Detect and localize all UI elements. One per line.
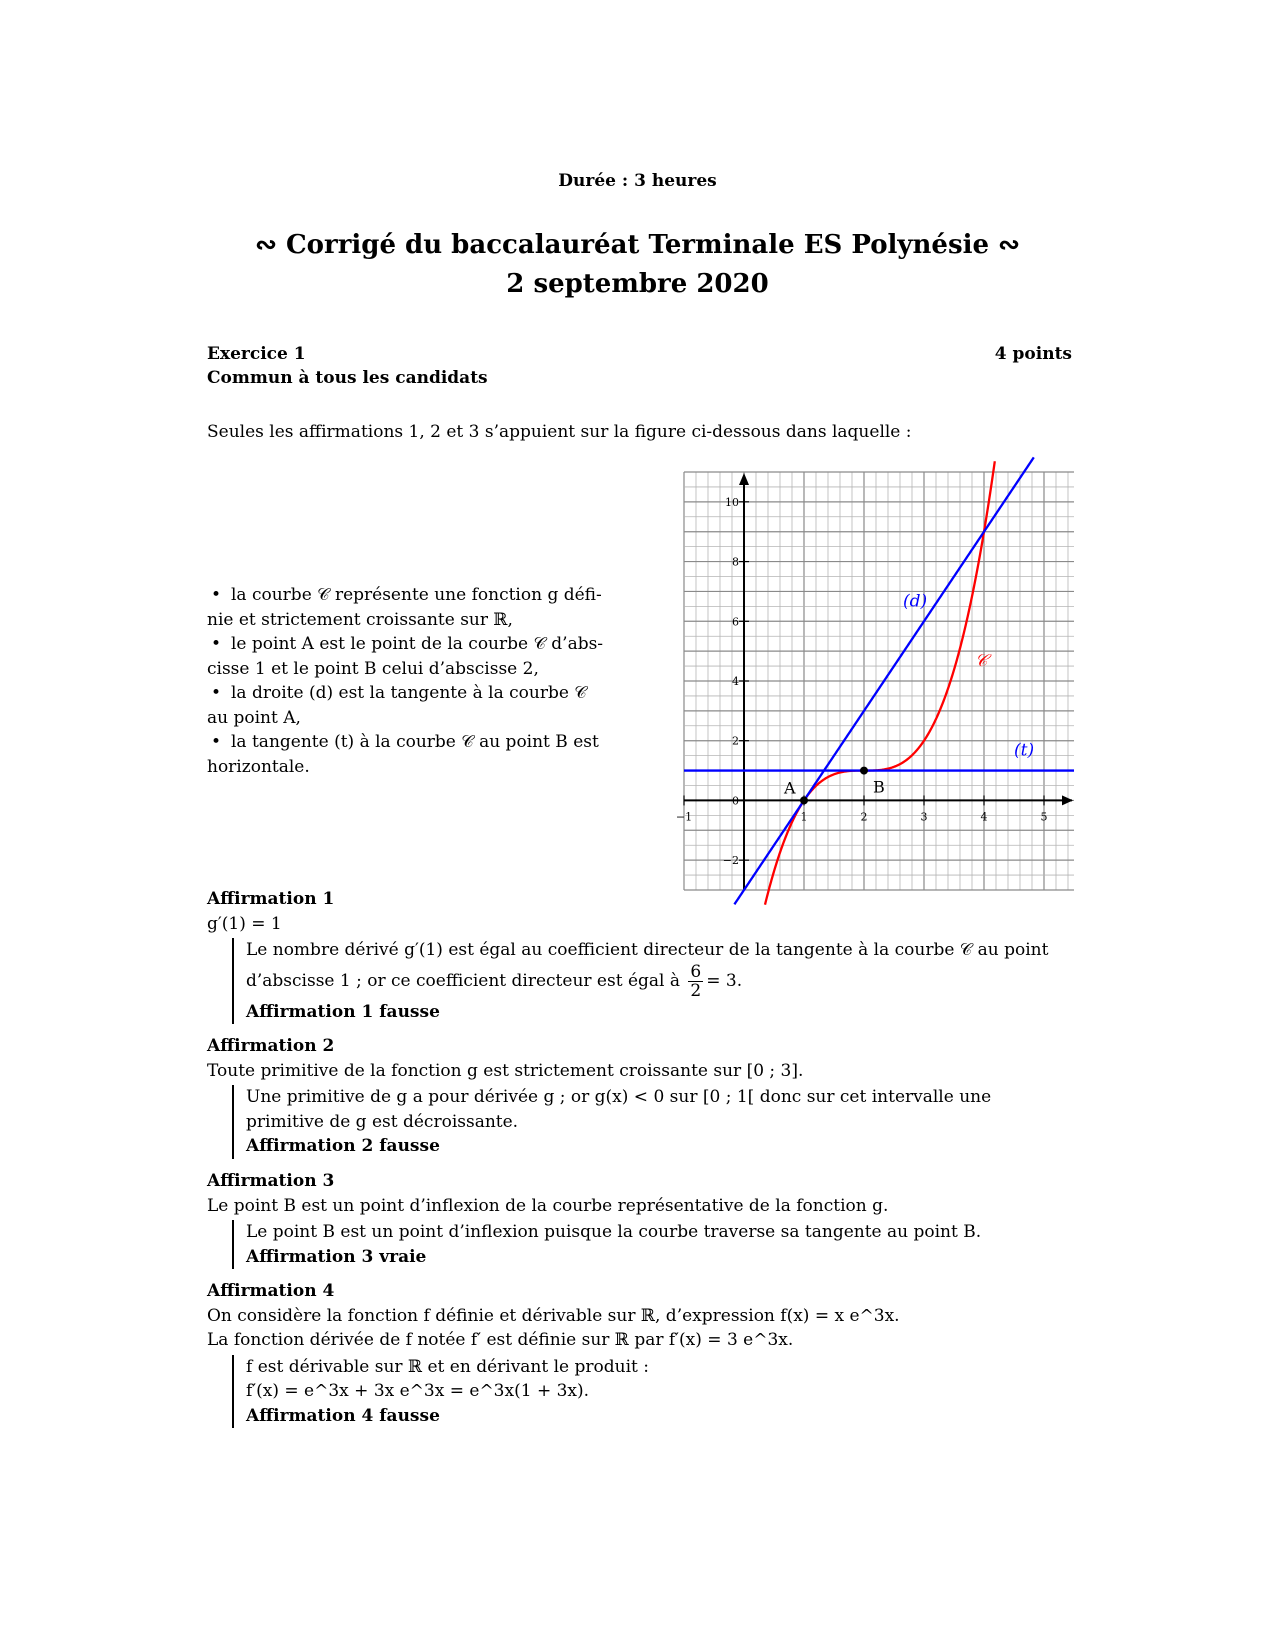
- x-tick-label: 4: [980, 810, 988, 824]
- affirmation-answer: Le point B est un point d’inflexion puisque la courbe traverse sa tangente au point B. Affirmation 3 vraie: [232, 1220, 1072, 1269]
- x-axis-arrow-icon: [1062, 795, 1073, 805]
- affirmation-statement-2: La fonction dérivée de f notée f′ est définie sur ℝ par f′(x) = 3 e^3x.: [207, 1330, 794, 1350]
- affirmation-2: [207, 1034, 1072, 1159]
- graph-labels: [783, 591, 1034, 804]
- exercise-intro: Seules les affirmations 1, 2 et 3 s’appuient sur la figure ci-dessous dans laquelle :: [207, 422, 912, 442]
- x-tick-label: 5: [1040, 810, 1048, 824]
- y-axis-arrow-icon: [739, 473, 749, 485]
- point-marker: [800, 796, 808, 804]
- affirmation-statement: Toute primitive de la fonction g est strictement croissante sur [0 ; 3].: [207, 1060, 804, 1081]
- series-label: (t): [1014, 740, 1035, 761]
- bullet-icon: •: [211, 732, 222, 752]
- affirmation-verdict: Affirmation 4 fausse: [246, 1405, 440, 1426]
- affirmation-statement: g′(1) = 1: [207, 913, 282, 934]
- bullet-icon: •: [211, 585, 222, 605]
- y-tick-label: 0: [732, 794, 739, 808]
- bullet-icon: •: [211, 634, 222, 654]
- y-tick-label: 10: [725, 495, 739, 509]
- point-marker: [860, 767, 868, 775]
- list-item: • le point A est le point de la courbe 𝒞 d’abs-cisse 1 et le point B celui d’abscisse 2,: [207, 634, 604, 679]
- affirmation-answer: f est dérivable sur ℝ et en dérivant le produit : f′(x) = e^3x + 3x e^3x = e^3x(1 + 3x). Affirmation 4 fausse: [232, 1355, 1072, 1429]
- page-title: [0, 226, 1275, 304]
- exercise-subtitle: Commun à tous les candidats: [207, 368, 488, 388]
- title-line-2: 2 septembre 2020: [506, 269, 769, 299]
- affirmation-answer: Une primitive de g a pour dérivée g ; or g(x) < 0 sur [0 ; 1[ donc sur cet intervalle une primitive de g est décroissante. Affirmation 2 fausse: [232, 1085, 1072, 1159]
- x-tick-label: 1: [800, 810, 808, 824]
- series-label: 𝒞: [975, 651, 988, 672]
- exercise-header: [207, 344, 1072, 364]
- exercise-points: 4 points: [994, 344, 1072, 364]
- y-tick-label: 6: [732, 615, 739, 629]
- x-tick-label: 3: [920, 810, 928, 824]
- list-item: • la droite (d) est la tangente à la courbe 𝒞 au point A,: [207, 683, 587, 728]
- point-label: A: [784, 778, 796, 798]
- fraction: $\frac{6}{2}$: [690, 961, 702, 1001]
- function-graph: [675, 472, 1074, 890]
- x-tick-label: 2: [860, 810, 868, 824]
- bullet-icon: •: [211, 683, 222, 703]
- affirmation-title: Affirmation 4: [207, 1281, 335, 1301]
- affirmation-3: [207, 1169, 1072, 1269]
- affirmation-title: Affirmation 1: [207, 889, 335, 909]
- affirmation-answer: Le nombre dérivé g′(1) est égal au coefficient directeur de la tangente à la courbe 𝒞 au point d’abscisse 1 ; or ce coefficient directeur est égal à $\frac{6}{2}$ = 3. Affirmation 1 fausse: [232, 938, 1072, 1024]
- title-line-1: ∾ Corrigé du baccalauréat Terminale ES Polynésie ∾: [255, 230, 1020, 260]
- y-tick-label: 8: [732, 555, 739, 569]
- figure-description-list: [207, 583, 612, 779]
- affirmation-title: Affirmation 3: [207, 1171, 335, 1191]
- affirmation-1: [207, 887, 1072, 1024]
- y-tick-label: −2: [722, 854, 739, 868]
- affirmation-4: [207, 1279, 1072, 1428]
- affirmation-title: Affirmation 2: [207, 1036, 335, 1056]
- point-label: B: [873, 777, 885, 797]
- series-label: (d): [903, 591, 928, 612]
- list-item: • la tangente (t) à la courbe 𝒞 au point B est horizontale.: [207, 732, 599, 777]
- affirmation-statement: On considère la fonction f définie et dérivable sur ℝ, d’expression f(x) = x e^3x.: [207, 1305, 900, 1326]
- affirmation-statement: Le point B est un point d’inflexion de la courbe représentative de la fonction g.: [207, 1195, 889, 1216]
- exercise-label: Exercice 1: [207, 344, 306, 364]
- affirmation-verdict: Affirmation 1 fausse: [246, 1001, 440, 1022]
- y-tick-label: 2: [732, 734, 739, 748]
- x-tick-label: −1: [675, 810, 693, 824]
- y-tick-label: 4: [732, 675, 739, 688]
- duration: Durée : 3 heures: [558, 171, 717, 191]
- affirmation-verdict: Affirmation 3 vraie: [246, 1246, 427, 1267]
- list-item: • la courbe 𝒞 représente une fonction g défi-nie et strictement croissante sur ℝ,: [207, 585, 602, 630]
- affirmation-verdict: Affirmation 2 fausse: [246, 1136, 440, 1156]
